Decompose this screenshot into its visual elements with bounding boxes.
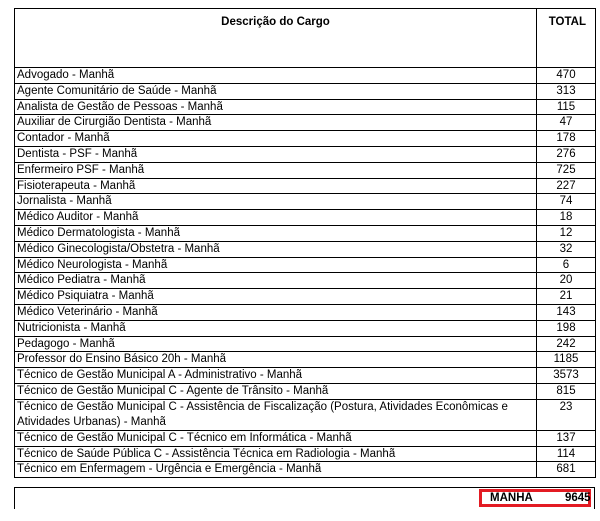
table-row [15,446,596,462]
total-cell: 114 [537,446,596,462]
cargo-cell: Médico Neurologista - Manhã [15,257,537,273]
total-cell: 815 [537,383,596,399]
total-cell: 47 [537,115,596,131]
table-body [15,68,596,478]
summary-left-border [14,487,15,509]
table-row [15,368,596,384]
cargo-cell: Médico Auditor - Manhã [15,210,537,226]
cargo-cell: Médico Veterinário - Manhã [15,304,537,320]
header-total: TOTAL [537,9,596,68]
header-description: Descrição do Cargo [15,9,537,68]
table-row [15,257,596,273]
total-cell: 313 [537,83,596,99]
table-row [15,320,596,336]
cargo-cell: Fisioterapeuta - Manhã [15,178,537,194]
cargo-cell: Técnico de Gestão Municipal C - Assistência de Fiscalização (Postura, Atividades Econômicas e Atividades Urbanas) - Manhã [15,399,537,430]
table-header-row [15,9,596,68]
table-row [15,289,596,305]
table-row [15,430,596,446]
cargo-cell: Nutricionista - Manhã [15,320,537,336]
total-cell: 3573 [537,368,596,384]
cargo-cell: Agente Comunitário de Saúde - Manhã [15,83,537,99]
total-cell: 276 [537,146,596,162]
table-row [15,68,596,84]
table-row [15,336,596,352]
cargo-cell: Dentista - PSF - Manhã [15,146,537,162]
table-row [15,162,596,178]
total-cell: 20 [537,273,596,289]
table-row [15,83,596,99]
summary-label: MANHA [490,492,533,504]
cargo-cell: Auxiliar de Cirurgião Dentista - Manhã [15,115,537,131]
cargo-cell: Médico Ginecologista/Obstetra - Manhã [15,241,537,257]
total-cell: 32 [537,241,596,257]
cargo-cell: Jornalista - Manhã [15,194,537,210]
cargo-cell: Técnico de Saúde Pública C - Assistência Técnica em Radiologia - Manhã [15,446,537,462]
total-cell: 23 [537,399,596,430]
table-row [15,462,596,478]
cargo-cell: Enfermeiro PSF - Manhã [15,162,537,178]
cargo-cell: Médico Psiquiatra - Manhã [15,289,537,305]
table-row [15,352,596,368]
table-row [15,225,596,241]
table-row [15,210,596,226]
positions-table-container [14,8,595,478]
total-cell: 242 [537,336,596,352]
table-row [15,241,596,257]
cargo-cell: Técnico em Enfermagem - Urgência e Emergência - Manhã [15,462,537,478]
table-row [15,146,596,162]
summary-right-border [594,487,595,509]
cargo-cell: Contador - Manhã [15,131,537,147]
total-cell: 6 [537,257,596,273]
cargo-cell: Analista de Gestão de Pessoas - Manhã [15,99,537,115]
total-cell: 198 [537,320,596,336]
cargo-cell: Professor do Ensino Básico 20h - Manhã [15,352,537,368]
total-cell: 21 [537,289,596,305]
total-cell: 681 [537,462,596,478]
total-cell: 137 [537,430,596,446]
table-row [15,194,596,210]
total-cell: 1185 [537,352,596,368]
table-row [15,99,596,115]
total-cell: 74 [537,194,596,210]
total-cell: 725 [537,162,596,178]
table-row [15,399,596,430]
cargo-cell: Advogado - Manhã [15,68,537,84]
cargo-cell: Técnico de Gestão Municipal A - Administrativo - Manhã [15,368,537,384]
table-row [15,115,596,131]
total-cell: 143 [537,304,596,320]
positions-table [14,8,596,478]
table-row [15,178,596,194]
table-row [15,383,596,399]
total-cell: 178 [537,131,596,147]
cargo-cell: Técnico de Gestão Municipal C - Técnico em Informática - Manhã [15,430,537,446]
cargo-cell: Técnico de Gestão Municipal C - Agente de Trânsito - Manhã [15,383,537,399]
total-cell: 115 [537,99,596,115]
cargo-cell: Médico Dermatologista - Manhã [15,225,537,241]
total-cell: 470 [537,68,596,84]
table-row [15,273,596,289]
table-row [15,304,596,320]
total-cell: 12 [537,225,596,241]
total-cell: 18 [537,210,596,226]
cargo-cell: Médico Pediatra - Manhã [15,273,537,289]
total-cell: 227 [537,178,596,194]
table-row [15,131,596,147]
cargo-cell: Pedagogo - Manhã [15,336,537,352]
summary-top-border [14,487,595,488]
summary-value: 9645 [565,492,591,504]
summary-row [14,487,595,509]
